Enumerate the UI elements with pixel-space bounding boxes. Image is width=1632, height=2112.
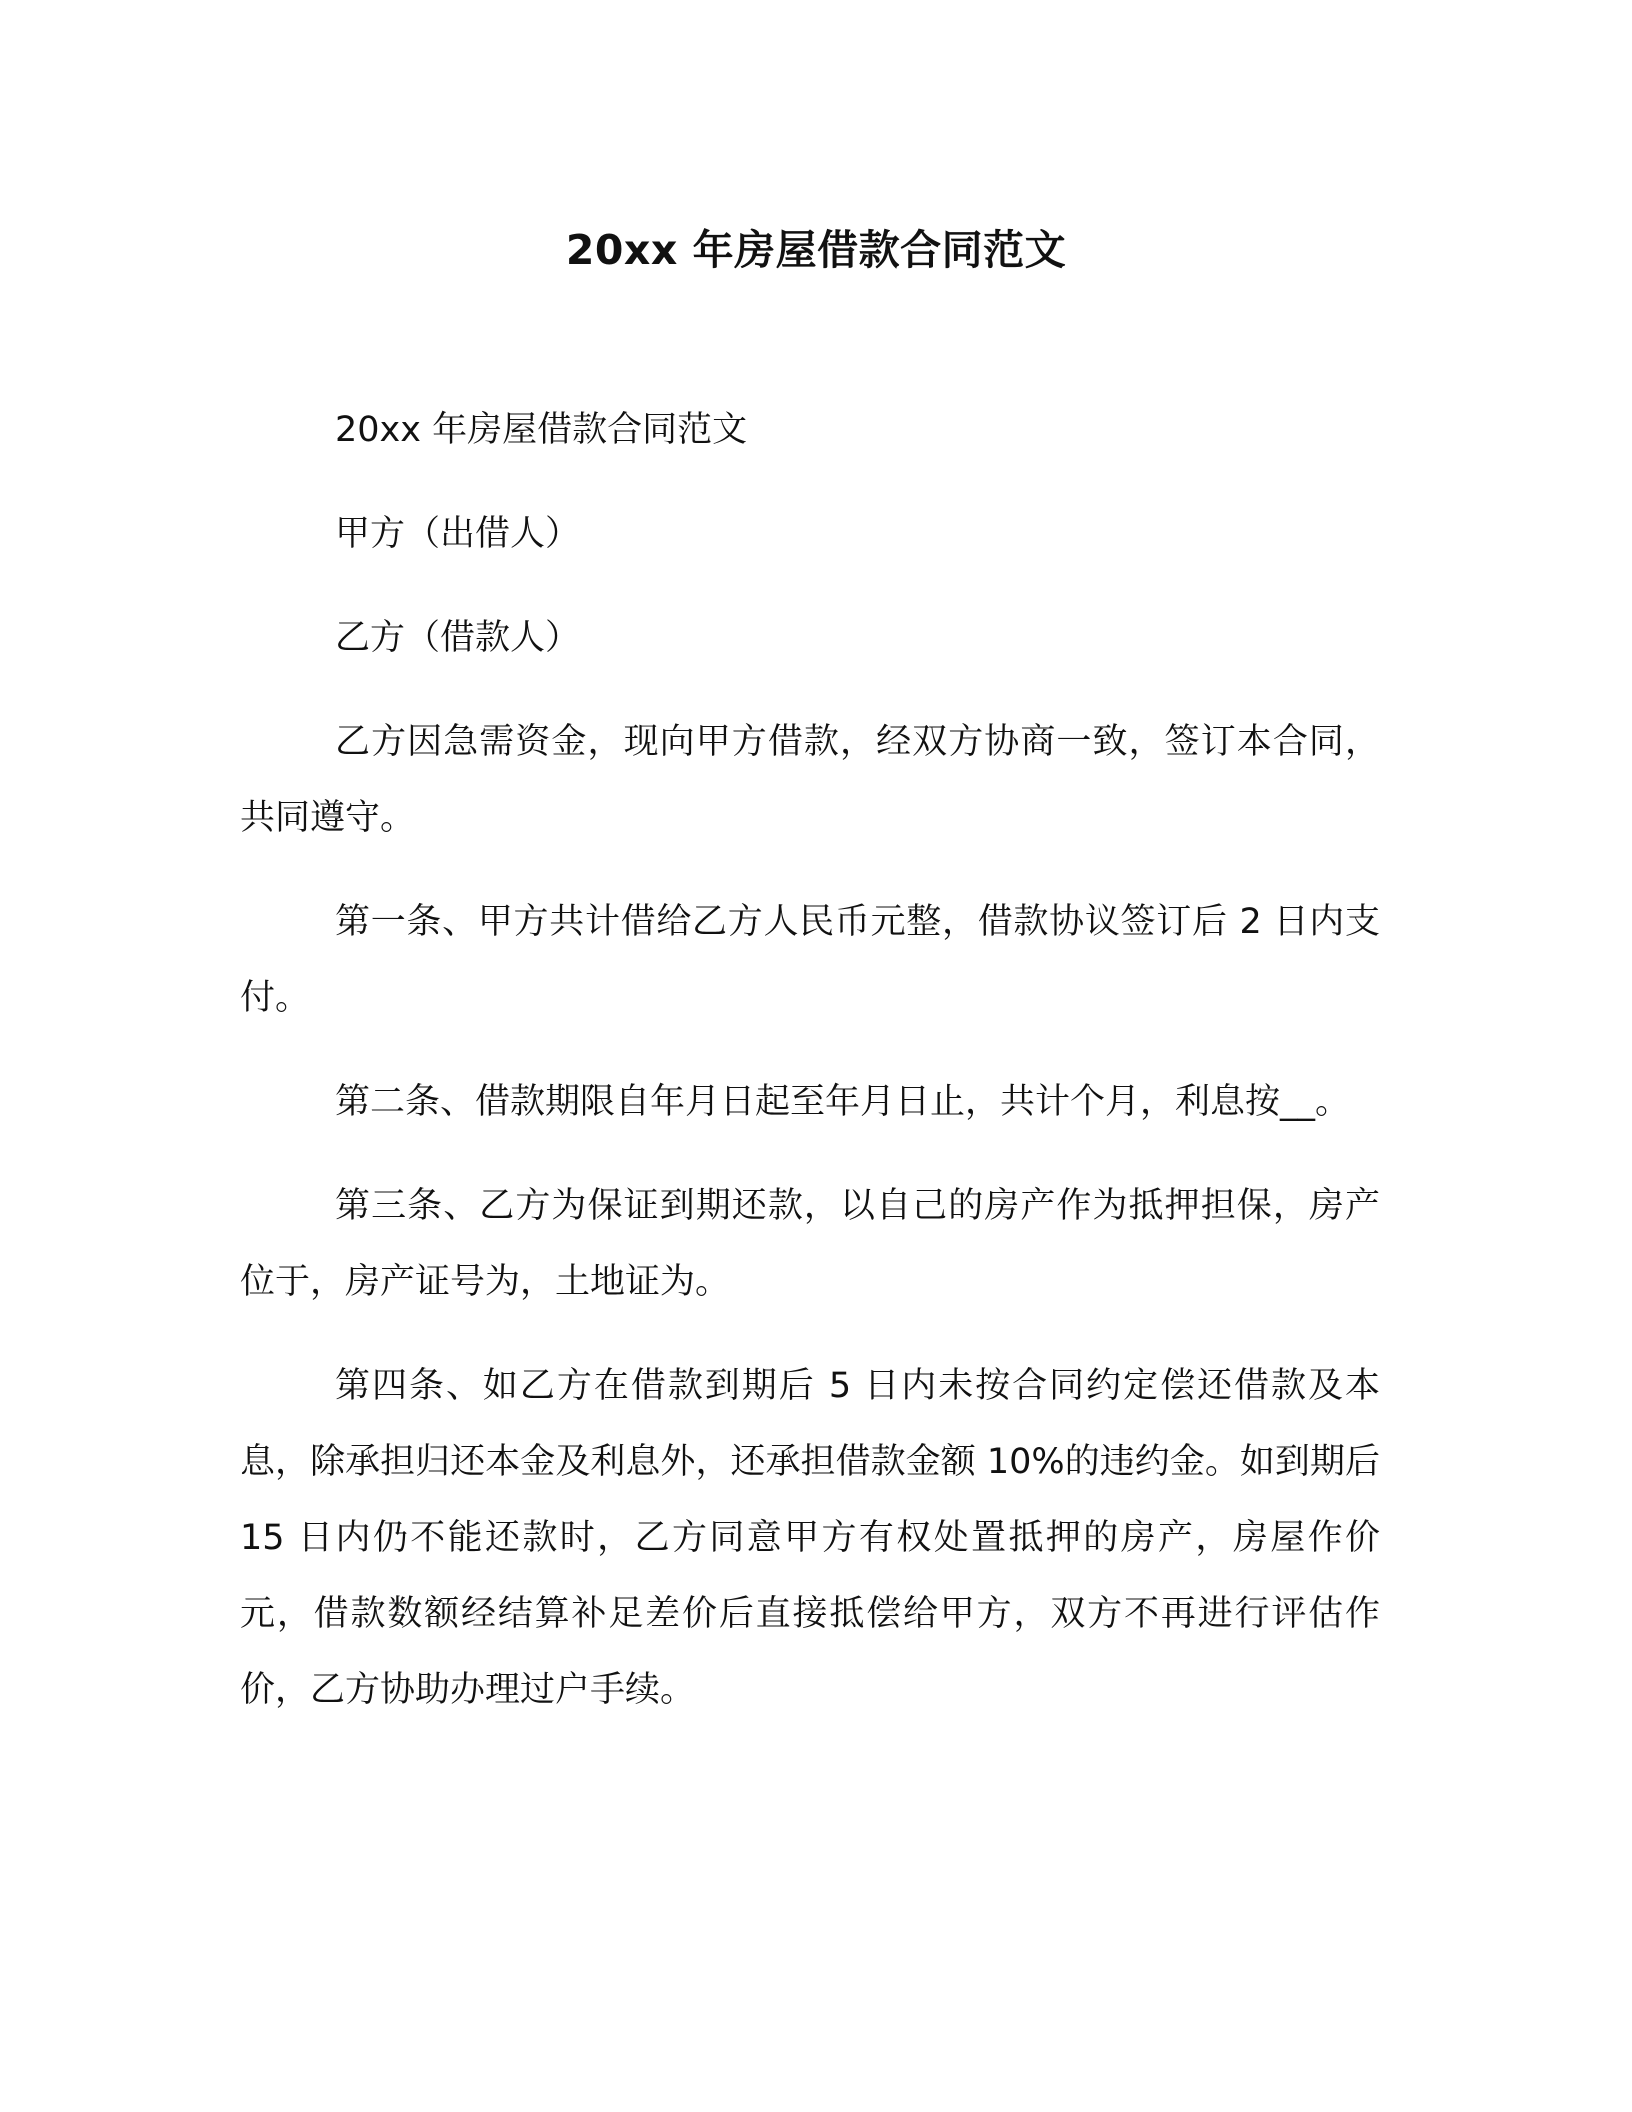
paragraph-article-3: 第三条、乙方为保证到期还款，以自己的房产作为抵押担保，房产位于，房产证号为，土地证为。: [240, 1186, 1380, 1302]
paragraph-party-a: 甲方（出借人）: [335, 514, 581, 554]
document-title: 20xx 年房屋借款合同范文: [565, 226, 1067, 274]
paragraph-article-1: 第一条、甲方共计借给乙方人民币元整，借款协议签订后 2 日内支付。: [240, 902, 1380, 1018]
paragraph-article-4: 第四条、如乙方在借款到期后 5 日内未按合同约定偿还借款及本息，除承担归还本金及利息外，还承担借款金额 10%的违约金。如到期后 15 日内仍不能还款时，乙方同意甲方有权处置抵押的房产，房屋作价元，借款数额经结算补足差价后直接抵偿给甲方，双方不再进行评估作价，乙方协助办理过户手续。: [240, 1366, 1380, 1710]
document-body: [240, 392, 1380, 1756]
paragraph-heading: 20xx 年房屋借款合同范文: [335, 410, 748, 450]
paragraph-preamble: 乙方因急需资金，现向甲方借款，经双方协商一致，签订本合同，共同遵守。: [240, 722, 1380, 838]
paragraph-article-2: 第二条、借款期限自年月日起至年月日止，共计个月，利息按__。: [335, 1082, 1351, 1122]
paragraph-party-b: 乙方（借款人）: [335, 618, 581, 658]
